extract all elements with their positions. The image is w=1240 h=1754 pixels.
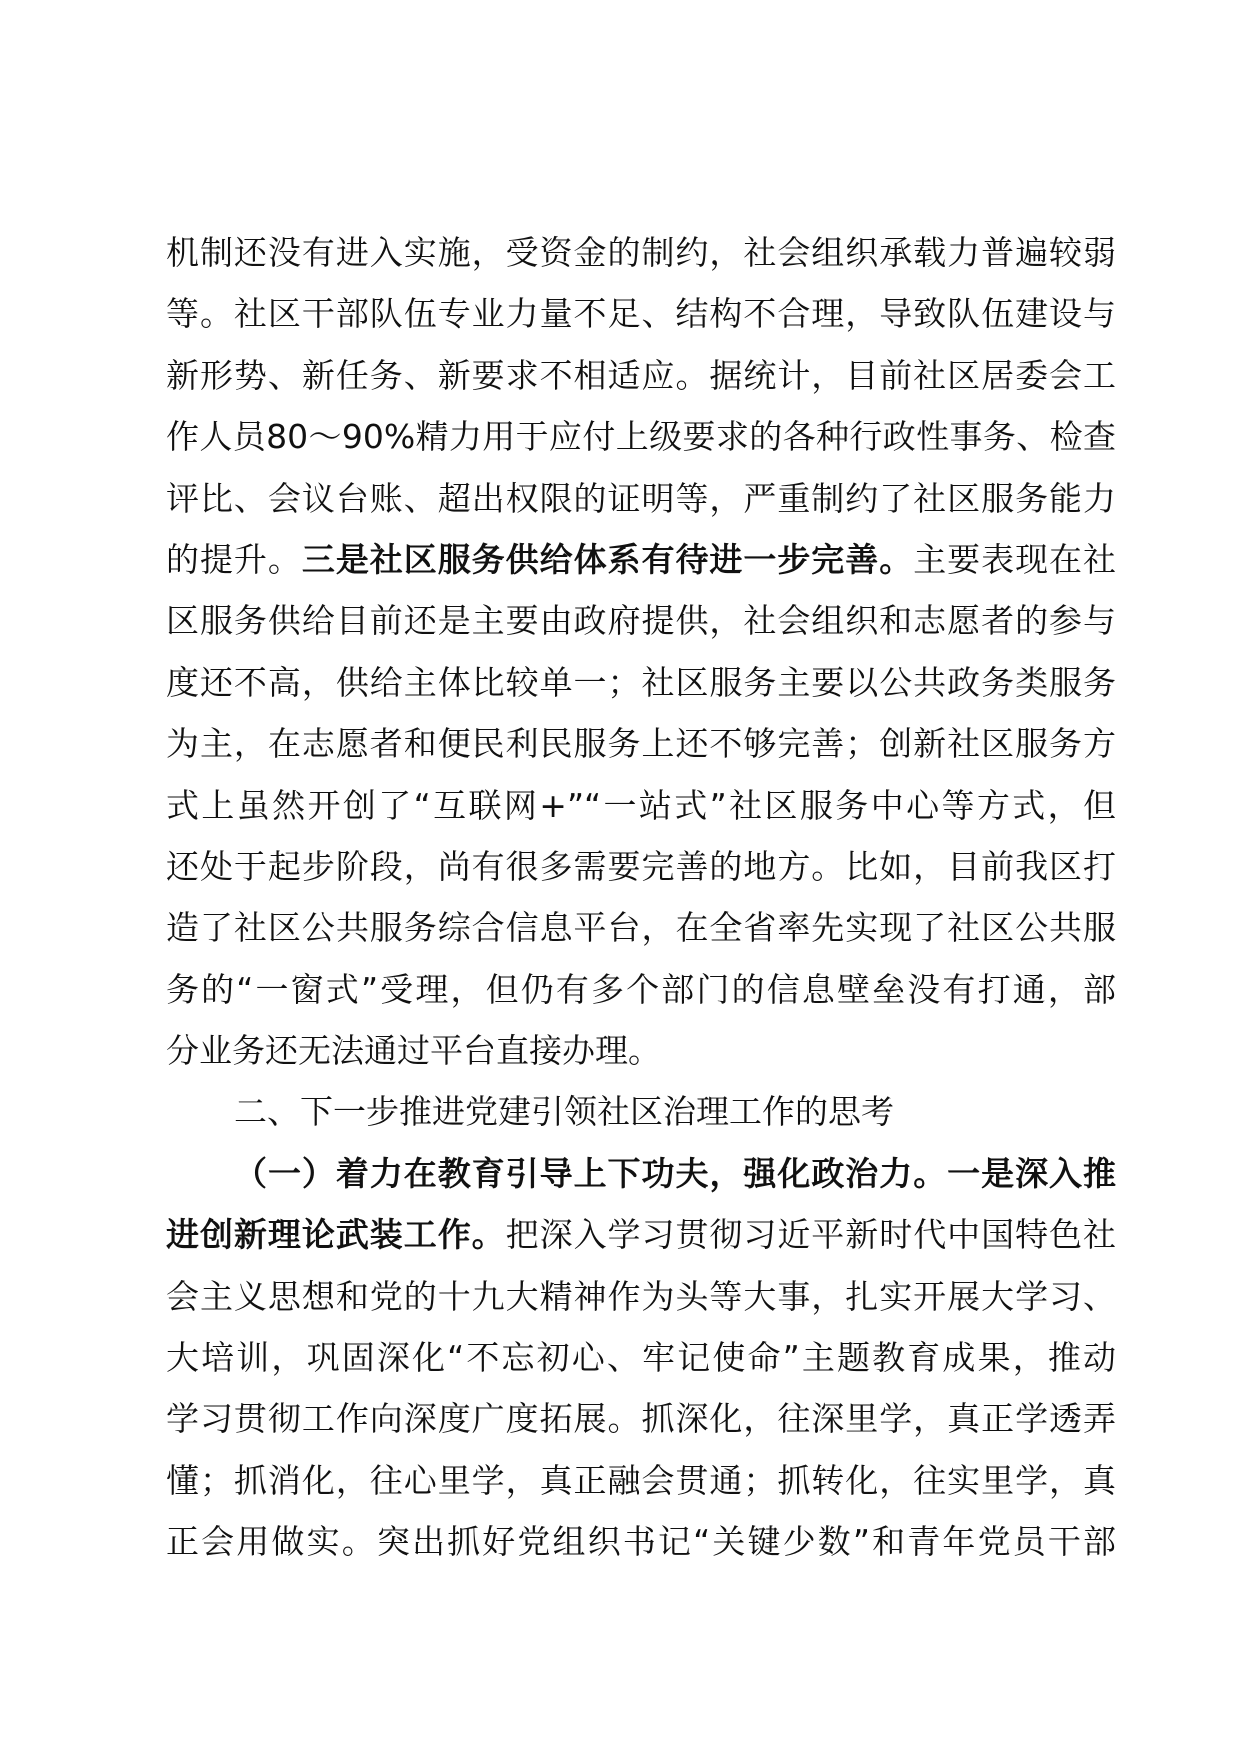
body-line: 分业务还无法通过平台直接办理。	[166, 1031, 661, 1071]
body-line: 会主义思想和党的十九大精神作为头等大事，扎实开展大学习、	[166, 1276, 1116, 1316]
body-line: 懂；抓消化，往心里学，真正融会贯通；抓转化，往实里学，真	[166, 1460, 1116, 1500]
document-page	[166, 222, 1116, 1573]
bold-point-one: 进创新理论武装工作。	[166, 1215, 506, 1255]
body-line: 等。社区干部队伍专业力量不足、结构不合理，导致队伍建设与	[166, 294, 1116, 334]
subsection-heading	[166, 1143, 1116, 1204]
body-line: 务的“一窗式”受理，但仍有多个部门的信息壁垒没有打通，部	[166, 969, 1116, 1009]
body-line: 式上虽然开创了“互联网+”“一站式”社区服务中心等方式，但	[166, 785, 1116, 825]
body-line	[166, 529, 1116, 590]
body-line: 还处于起步阶段，尚有很多需要完善的地方。比如，目前我区打	[166, 846, 1116, 886]
body-line: 为主，在志愿者和便民利民服务上还不够完善；创新社区服务方	[166, 724, 1116, 764]
body-line: 正会用做实。突出抓好党组织书记“关键少数”和青年党员干部	[166, 1522, 1116, 1562]
body-line: 机制还没有进入实施，受资金的制约，社会组织承载力普遍较弱	[166, 233, 1116, 272]
body-line: 大培训，巩固深化“不忘初心、牢记使命”主题教育成果，推动	[166, 1338, 1116, 1378]
body-line: 作人员80～90%精力用于应付上级要求的各种行政性事务、检查	[166, 417, 1116, 457]
body-line: 学习贯彻工作向深度广度拓展。抓深化，往深里学，真正学透弄	[166, 1399, 1116, 1439]
section-heading: 二、下一步推进党建引领社区治理工作的思考	[234, 1092, 894, 1132]
bold-subheading: （一）着力在教育引导上下功夫，强化政治力。一是深入推	[234, 1153, 1116, 1193]
body-line: 造了社区公共服务综合信息平台，在全省率先实现了社区公共服	[166, 908, 1116, 948]
bold-point-three: 三是社区服务供给体系有待进一步完善。	[301, 539, 914, 579]
body-text: 把深入学习贯彻习近平新时代中国特色社	[505, 1215, 1117, 1255]
body-line: 评比、会议台账、超出权限的证明等，严重制约了社区服务能力	[166, 478, 1116, 518]
body-text: 的提升。	[166, 539, 302, 579]
body-text: 主要表现在社	[913, 539, 1117, 579]
body-line: 区服务供给目前还是主要由政府提供，社会组织和志愿者的参与	[166, 601, 1116, 641]
body-line: 度还不高，供给主体比较单一；社区服务主要以公共政务类服务	[166, 662, 1116, 702]
body-line	[166, 1204, 1116, 1265]
body-line: 新形势、新任务、新要求不相适应。据统计，目前社区居委会工	[166, 355, 1116, 395]
